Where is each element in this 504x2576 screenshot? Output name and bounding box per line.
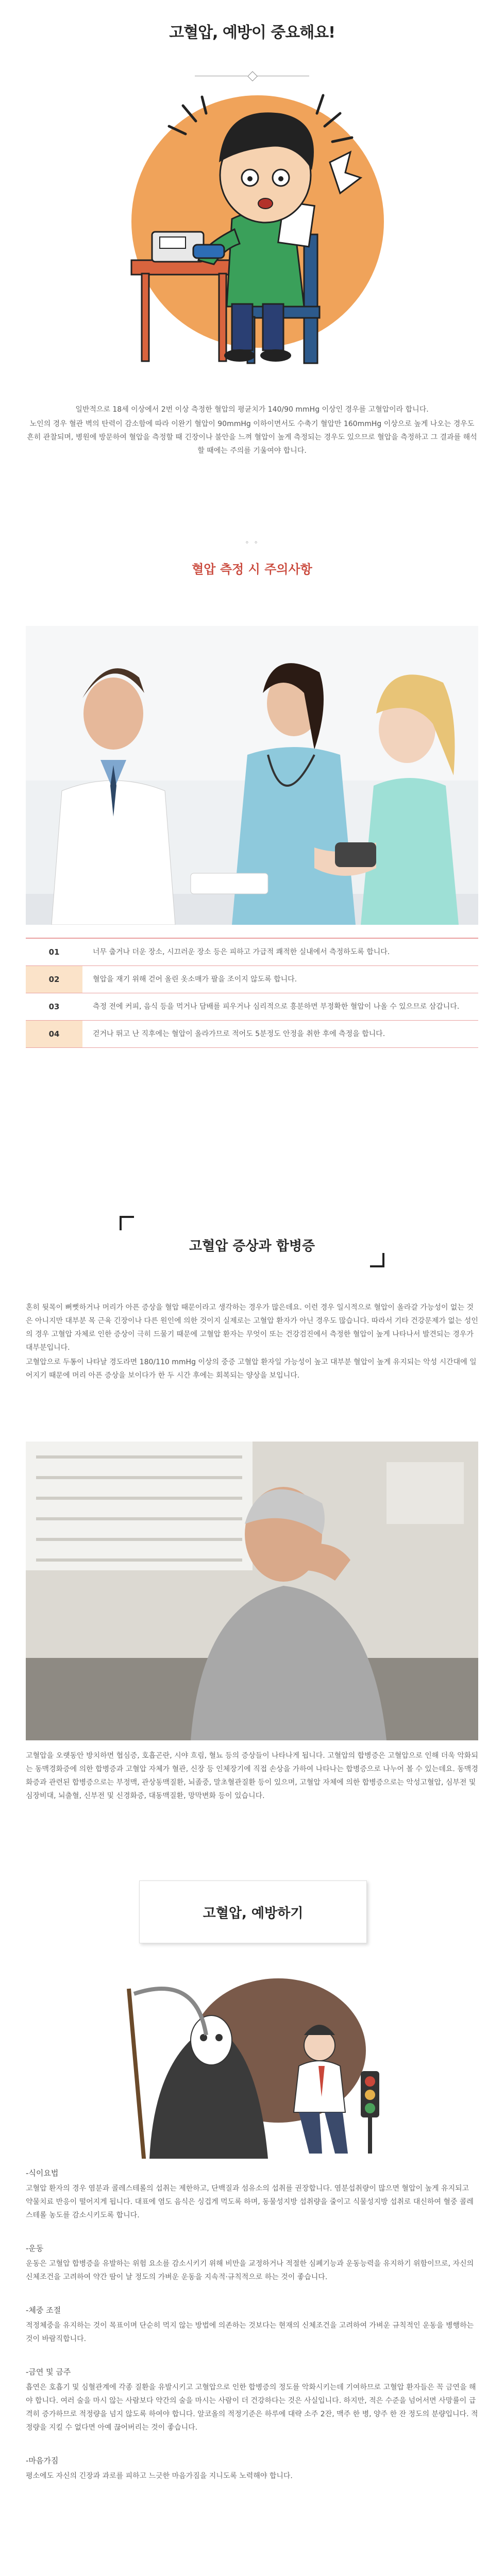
caution-row [26, 993, 478, 1021]
symptoms-text [26, 1301, 478, 1383]
title-bracket-left [120, 1216, 135, 1231]
symptoms-section-title: 고혈압 증상과 합병증 [189, 1239, 315, 1254]
prevention-text-smoking-alcohol: 흡연은 호흡기 및 심혈관계에 각종 질환을 유발시키고 고혈압으로 인한 합병증의 정도를 악화시키는데 기여하므로 고혈압 환자들은 꼭 금연을 해야 합니다. 여러 술을 마시 않는 사람보다 약간의 술을 마시는 사람이 더 건강하다는 것은 사실입니다. 하지만, 적은 수준을 넘어서면 사망률이 급격히 증가하므로 적정량을 넘지 않도록 하여야 합니다. 알코올의 적정기준은 하루에 대략 소주 2잔, 맥주 한 병, 양주 한 잔 정도의 분량입니다. 적정량을 지킬 수 없다면 아예 끊어버리는 것이 좋습니다. [26, 2383, 478, 2432]
page-title: 고혈압, 예방이 중요해요! [169, 24, 335, 42]
intro-text [26, 403, 478, 459]
prevention-heading-weight: -체중 조절 [26, 2306, 61, 2315]
caution-row [26, 966, 478, 993]
prevention-text-mindset: 평소에도 자신의 긴장과 과로를 피하고 느긋한 마음가짐을 지니도록 노력해야 합니다. [26, 2472, 293, 2480]
intro-paragraph-2: 노인의 경우 혈관 벽의 탄력이 감소함에 따라 이완기 혈압이 90mmHg 이하이면서도 수축기 혈압만 160mmHg 이상으로 높게 나오는 경우도 흔히 관찰되며, 병원에 방문하여 혈압을 측정할 때 긴장이나 불안을 느껴 혈압이 높게 측정되는 경우도 있으므로 혈압을 측정하고 그 결과를 해석할 때에는 주의를 기울여야 합니다. [27, 420, 477, 455]
prevention-text-diet: 고혈압 환자의 경우 염분과 콜레스테롤의 섭취는 제한하고, 단백질과 섬유소의 섭취를 권장합니다. 염분섭취량이 많으면 혈압이 높게 유지되고 약물치료 반응이 떨어지게 됩니다. 대표에 염도 음식은 싱겁게 먹도록 하며, 동물성지방 섭취량을 줄이고 식물성지방 섭취로 대신하여 혈중 콜레스테롤 농도를 감소시키도록 합니다. [26, 2184, 474, 2219]
title-bracket-right [369, 1252, 384, 1267]
symptoms-paragraph-2: 고혈압으로 두통이 나타날 경도라면 180/110 mmHg 이상의 중증 고혈압 환자일 가능성이 높고 대부분 혈압이 높게 유지되는 악성 시간대에 일어지기 때문에 머리 아픈 증상을 보이다가 한 두 시간 후에는 회복되는 양상을 보입니다. [26, 1358, 477, 1380]
intro-paragraph-1: 일반적으로 18세 이상에서 2번 이상 측정한 혈압의 평균치가 140/90 mmHg 이상인 경우를 고혈압이라 합니다. [75, 405, 429, 414]
prevention-text-weight: 적정체중을 유지하는 것이 목표이며 단순히 먹지 않는 방법에 의존하는 것보다는 현재의 신체조건을 고려하여 가벼운 규칙적인 운동을 병행하는 것이 바람직합니다. [26, 2321, 474, 2343]
prevention-heading-mindset: -마음가짐 [26, 2456, 59, 2465]
complications-paragraph: 고혈압을 오랫동안 방치하면 협심증, 호흡곤란, 시야 흐림, 혈뇨 등의 증상들이 나타나게 됩니다. 고혈압의 합병증은 고혈압으로 인해 더욱 악화되는 동맥경화증에 의한 합병증과 고혈압 자체가 혈관, 신장 등 인체장기에 직접 손상을 가하여 나타나는 합병증으로 나누어 볼 수 있는데요. 동맥경화증과 관련된 합병증으로는 부정맥, 관상동맥질환, 뇌졸중, 말초혈관질환 등이 있으며, 고혈압 자체에 의한 합병증으로는 악성고혈압, 심부전 및 심장비대, 뇌출혈, 신부전 및 신경화증, 대동맥질환, 망막변화 등이 있습니다. [26, 1752, 478, 1800]
prevention-heading-smoking-alcohol: -금연 및 금주 [26, 2367, 71, 2377]
prevention-text-exercise: 운동은 고혈압 합병증을 유발하는 위험 요소를 감소시키기 위해 비만을 교정하거나 적절한 심폐기능과 운동능력을 유지하기 위함이므로, 자신의 신체조건을 고려하여 약간 땀이 날 정도의 가벼운 운동을 지속적·규칙적으로 하는 것이 좋습니다. [26, 2260, 474, 2281]
prevention-section-title: 고혈압, 예방하기 [139, 1880, 367, 1943]
prevention-heading-exercise: -운동 [26, 2244, 44, 2253]
caution-row [26, 1021, 478, 1048]
caution-table [26, 938, 478, 1048]
complications-text [26, 1749, 478, 1804]
caution-row [26, 938, 478, 966]
caution-number: 02 [26, 966, 82, 993]
caution-number: 01 [26, 939, 82, 965]
caution-number: 04 [26, 1021, 82, 1047]
grim-reaper-illustration [103, 1973, 402, 2159]
hypertension-cartoon-illustration [103, 90, 402, 379]
caution-text: 측정 전에 커피, 음식 등을 먹거나 담배를 피우거나 심리적으로 흥분하면 부정확한 혈압이 나올 수 있으므로 삼갑니다. [93, 1003, 460, 1011]
caution-text: 걷거나 뛰고 난 직후에는 혈압이 올라가므로 적어도 5분정도 안정을 취한 후에 측정을 합니다. [93, 1030, 385, 1038]
neck-pain-man-photo [26, 1442, 478, 1740]
prevention-text [26, 2166, 478, 2483]
caution-text: 혈압을 재기 위해 걷어 올린 옷소매가 팔을 조이지 않도록 합니다. [93, 975, 297, 984]
section-dots: ∘ ∘ [245, 538, 259, 547]
caution-text: 너무 춥거나 더운 장소, 시끄러운 장소 등은 피하고 가급적 쾌적한 실내에서 측정하도록 합니다. [93, 948, 390, 956]
doctor-nurse-patient-photo [26, 626, 478, 925]
measure-section-title: 혈압 측정 시 주의사항 [192, 562, 312, 577]
prevention-heading-diet: -식이요법 [26, 2168, 59, 2178]
title-divider-diamond [247, 71, 258, 81]
symptoms-paragraph-1: 혼히 뒷목이 뻐뻣하거나 머리가 아픈 증상을 혈압 때문이라고 생각하는 경우가 많은데요. 이런 경우 일시적으로 혈압이 올라갈 가능성이 없는 것은 아니지만 대부분 목 근육 긴장이나 다른 원인에 의한 것이지 실제로는 고혈압 환자가 아닌 경우도 많습니다. 따라서 기타 건강문제가 없는 성인의 경우 고혈압 자체로 인한 증상이 극히 드물기 때문에 고혈압 환자는 무엇이 또는 건강검진에서 측정한 혈압이 높게 나타나서 발견되는 경우가 대부분입니다. [26, 1303, 478, 1352]
caution-number: 03 [26, 993, 82, 1020]
